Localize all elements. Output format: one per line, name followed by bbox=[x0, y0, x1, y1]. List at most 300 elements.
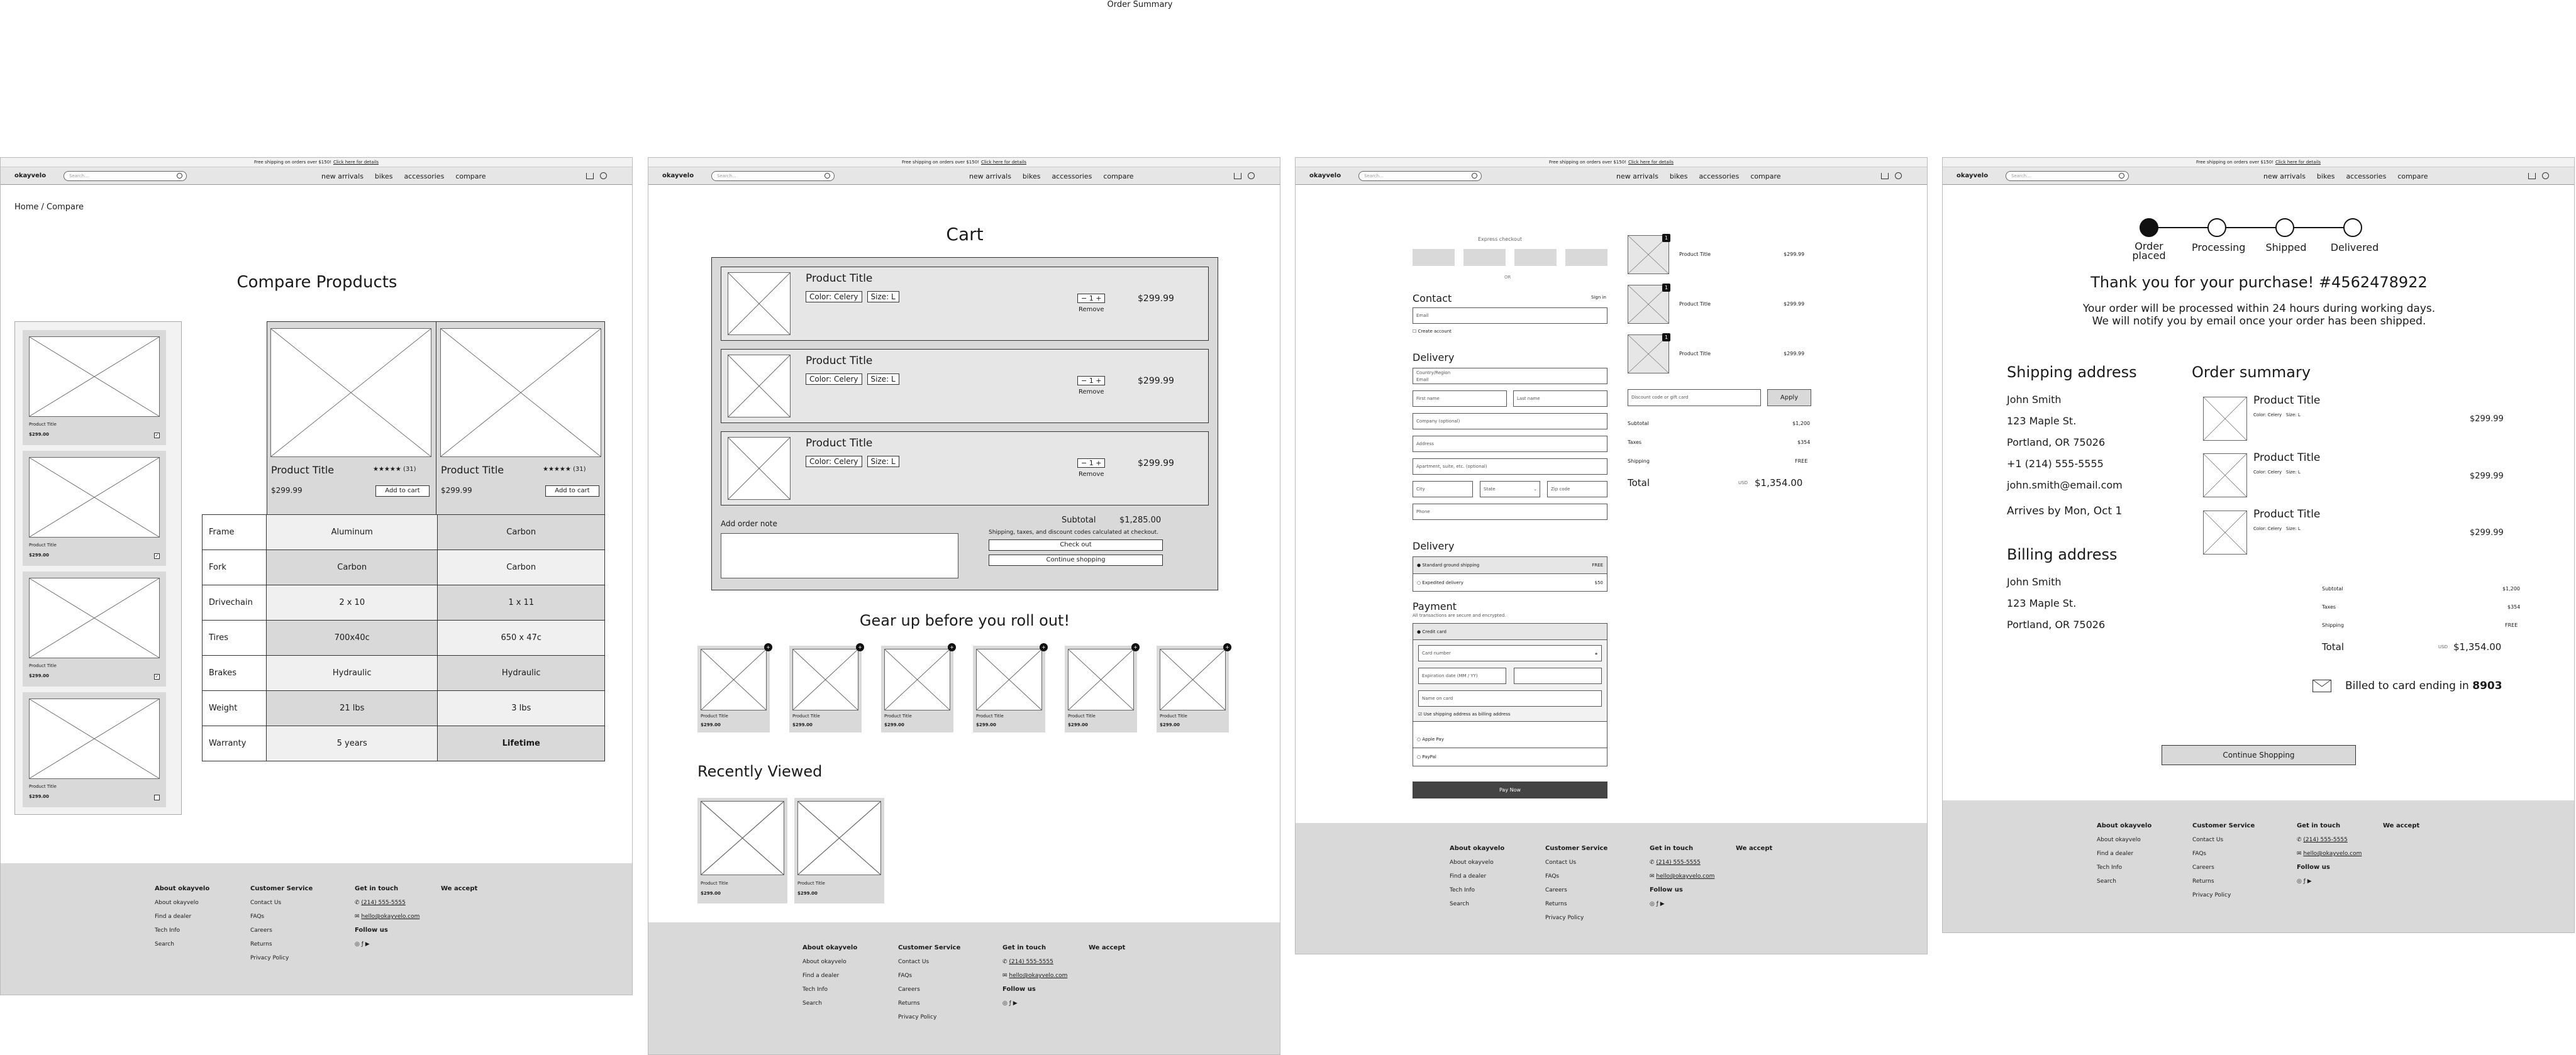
phone-icon: ✆ bbox=[2297, 837, 2304, 843]
cell: Aluminum bbox=[267, 515, 438, 550]
footer-service bbox=[250, 882, 313, 965]
nav-compare[interactable]: compare bbox=[1750, 172, 1781, 180]
footer-heading: Customer Service bbox=[2192, 822, 2255, 829]
item-size: Size: L bbox=[2285, 526, 2301, 531]
confirmation-message bbox=[1943, 302, 2575, 328]
social-icons[interactable]: ◎ ƒ ▶ bbox=[355, 941, 370, 947]
table-row bbox=[203, 515, 605, 550]
product-image bbox=[2203, 511, 2247, 555]
footer-link[interactable]: Tech Info bbox=[155, 927, 180, 934]
size-select[interactable]: Size: L bbox=[867, 291, 899, 302]
mail-icon: ✉ bbox=[2297, 851, 2304, 857]
cell: 5 years bbox=[267, 726, 438, 761]
message-line: Your order will be processed within 24 hours during working days. bbox=[2082, 302, 2436, 315]
product-image bbox=[728, 355, 791, 417]
row-label: Fork bbox=[203, 550, 267, 585]
nav-links bbox=[321, 172, 497, 180]
footer-link[interactable]: FAQs bbox=[2192, 851, 2207, 857]
phone-field[interactable]: Phone bbox=[1413, 504, 1607, 520]
nav-links bbox=[1616, 172, 1792, 180]
footer-link[interactable]: Careers bbox=[898, 986, 920, 993]
cart-icon[interactable] bbox=[586, 173, 594, 179]
footer-heading: About okayvelo bbox=[1450, 845, 1505, 852]
item-title: Product Title bbox=[1679, 301, 1711, 307]
cart-icon[interactable] bbox=[2528, 173, 2536, 179]
subtotal-value: $1,200 bbox=[2502, 586, 2520, 592]
side-card[interactable] bbox=[23, 692, 166, 807]
pay-now-button[interactable]: Pay Now bbox=[1413, 782, 1607, 798]
compare-checkbox[interactable] bbox=[154, 795, 160, 800]
item-title: Product Title bbox=[2253, 394, 2321, 407]
logo[interactable]: okayvelo bbox=[1957, 172, 1989, 179]
payment-option[interactable]: ○ PayPal bbox=[1417, 754, 1436, 759]
account-icon[interactable] bbox=[600, 172, 607, 179]
apply-button[interactable]: Apply bbox=[1767, 389, 1811, 406]
nav-links bbox=[2263, 172, 2440, 180]
apartment-field[interactable]: Apartment, suite, etc. (optional) bbox=[1413, 458, 1607, 475]
product-title[interactable]: Product Title bbox=[806, 272, 873, 285]
footer-link[interactable]: Find a dealer bbox=[155, 914, 192, 920]
footer-link[interactable]: Contact Us bbox=[1545, 859, 1577, 866]
nav-bikes[interactable]: bikes bbox=[374, 172, 393, 180]
shipping-option[interactable]: ● Standard ground shipping FREE bbox=[1413, 557, 1607, 574]
footer-about bbox=[802, 941, 857, 1010]
express-pay-button[interactable] bbox=[1463, 249, 1506, 266]
footer-link[interactable]: About okayvelo bbox=[802, 959, 847, 965]
gear-card[interactable] bbox=[1065, 646, 1137, 732]
recent-price: $299.00 bbox=[701, 891, 721, 896]
footer-link[interactable]: Search bbox=[802, 1000, 822, 1007]
product-image bbox=[29, 457, 160, 538]
product-title[interactable]: Product Title bbox=[806, 437, 873, 450]
phone-icon: ✆ bbox=[355, 900, 362, 906]
footer-heading: We accept bbox=[441, 885, 478, 892]
email-field[interactable]: Email bbox=[1413, 307, 1607, 324]
confirmation-page bbox=[1942, 157, 2575, 933]
footer-link[interactable]: FAQs bbox=[898, 973, 913, 979]
first-name-field[interactable]: First name bbox=[1413, 390, 1507, 407]
shipping-value: FREE bbox=[1795, 458, 1808, 464]
search-icon[interactable] bbox=[824, 173, 830, 179]
express-pay-button[interactable] bbox=[1565, 249, 1607, 266]
progress-line bbox=[2148, 227, 2352, 228]
payment-options bbox=[1413, 623, 1607, 766]
card-number-field[interactable] bbox=[1418, 645, 1602, 661]
ship-price: $50 bbox=[1594, 580, 1603, 585]
cvv-field[interactable] bbox=[1514, 668, 1602, 684]
footer-link[interactable]: Find a dealer bbox=[2097, 851, 2134, 857]
social-icons[interactable]: ◎ ƒ ▶ bbox=[2297, 878, 2312, 885]
footer-email[interactable]: hello@okayvelo.com bbox=[2303, 851, 2362, 857]
search-input[interactable] bbox=[711, 171, 835, 181]
zip-field[interactable]: Zip code bbox=[1547, 481, 1607, 497]
logo[interactable]: okayvelo bbox=[1309, 172, 1341, 179]
recent-title: Product Title bbox=[797, 881, 825, 886]
product-image bbox=[792, 649, 858, 710]
order-note-field[interactable] bbox=[721, 533, 958, 578]
row-label: Frame bbox=[203, 515, 267, 550]
table-row bbox=[203, 656, 605, 691]
section-title: Delivery bbox=[1413, 540, 1455, 552]
footer-link[interactable]: Tech Info bbox=[2097, 864, 2123, 871]
expiry-field[interactable]: Expiration date (MM / YY) bbox=[1418, 668, 1506, 684]
page-title: Cart bbox=[946, 224, 984, 245]
billing-same-label: Use shipping address as billing address bbox=[1423, 712, 1511, 717]
recent-card[interactable] bbox=[794, 798, 884, 903]
footer-heading: About okayvelo bbox=[802, 944, 858, 951]
page-title: Compare Propducts bbox=[236, 273, 397, 292]
nav-bikes[interactable]: bikes bbox=[2316, 172, 2335, 180]
footer-accept bbox=[1736, 842, 1772, 856]
address-line: 123 Maple St. bbox=[2007, 415, 2077, 427]
cell: Hydraulic bbox=[438, 656, 605, 691]
signin-link[interactable]: Sign in bbox=[1591, 295, 1606, 300]
continue-shopping-button[interactable]: Continue Shopping bbox=[2162, 745, 2356, 765]
search-placeholder: Search... bbox=[69, 174, 89, 179]
nav-new-arrivals[interactable]: new arrivals bbox=[1616, 172, 1658, 180]
promo-link[interactable]: Click here for details bbox=[2275, 160, 2321, 165]
payment-label: Credit card bbox=[1422, 629, 1446, 634]
thank-you-heading: Thank you for your purchase! #4562478922 bbox=[2090, 273, 2428, 291]
footer-link[interactable]: Tech Info bbox=[1450, 887, 1475, 893]
add-to-cart-button[interactable]: Add to cart bbox=[545, 485, 599, 497]
footer-contact bbox=[355, 882, 419, 951]
footer-link[interactable]: Search bbox=[1450, 901, 1469, 907]
account-icon[interactable] bbox=[2542, 172, 2549, 179]
gear-price: $299.00 bbox=[792, 722, 813, 727]
search-input[interactable] bbox=[1358, 171, 1482, 181]
cart-item bbox=[721, 267, 1209, 341]
express-pay-button[interactable] bbox=[1413, 249, 1455, 266]
step-label: Shipped bbox=[2265, 241, 2307, 253]
footer-accept bbox=[441, 882, 477, 896]
footer-contact bbox=[1650, 842, 1714, 911]
size-select[interactable]: Size: L bbox=[867, 373, 899, 385]
nav-compare[interactable]: compare bbox=[455, 172, 486, 180]
quantity-stepper[interactable]: − 1 + bbox=[1077, 458, 1105, 468]
payment-note: All transactions are secure and encrypted. bbox=[1413, 613, 1506, 618]
state-value: State bbox=[1484, 487, 1496, 492]
footer-contact bbox=[1002, 941, 1067, 1010]
footer-email[interactable]: hello@okayvelo.com bbox=[361, 914, 420, 920]
company-field[interactable]: Company (optional) bbox=[1413, 413, 1607, 429]
search-placeholder: Search... bbox=[717, 174, 736, 179]
remove-link[interactable]: Remove bbox=[1079, 389, 1104, 395]
footer-link[interactable]: Returns bbox=[2192, 878, 2214, 885]
table-row bbox=[203, 621, 605, 656]
gear-card[interactable] bbox=[1157, 646, 1229, 732]
side-card[interactable] bbox=[23, 451, 166, 566]
shipping-label: Shipping bbox=[1628, 458, 1650, 464]
lock-icon: 🔒︎ bbox=[1595, 651, 1597, 656]
top-nav bbox=[648, 167, 1280, 185]
subtotal-value: $1,285.00 bbox=[1119, 516, 1162, 525]
footer-link[interactable]: Tech Info bbox=[802, 986, 828, 993]
footer-link[interactable]: Privacy Policy bbox=[898, 1014, 937, 1020]
footer-link[interactable]: Privacy Policy bbox=[2192, 892, 2231, 898]
promo-link[interactable]: Click here for details bbox=[1628, 160, 1674, 165]
product-title[interactable]: Product Title bbox=[441, 464, 504, 476]
side-title: Product Title bbox=[29, 784, 57, 789]
footer-email[interactable]: hello@okayvelo.com bbox=[1009, 973, 1068, 979]
footer-link[interactable]: Contact Us bbox=[898, 959, 930, 965]
nav-accessories[interactable]: accessories bbox=[2346, 172, 2387, 180]
account-icon[interactable] bbox=[1895, 172, 1902, 179]
add-icon[interactable]: + bbox=[1223, 643, 1231, 651]
gear-title: Product Title bbox=[1068, 714, 1096, 719]
cell: Carbon bbox=[438, 515, 605, 550]
footer-email[interactable]: hello@okayvelo.com bbox=[1656, 873, 1715, 880]
address-line: Portland, OR 75026 bbox=[2007, 619, 2106, 631]
footer-link[interactable]: Find a dealer bbox=[802, 973, 840, 979]
taxes-label: Taxes bbox=[2322, 604, 2336, 610]
footer-link[interactable]: About okayvelo bbox=[155, 900, 199, 906]
product-image bbox=[440, 328, 601, 457]
product-image bbox=[884, 649, 950, 710]
footer-link[interactable]: Privacy Policy bbox=[1545, 915, 1584, 921]
cart-panel bbox=[711, 257, 1218, 590]
remove-link[interactable]: Remove bbox=[1079, 306, 1104, 313]
nav-accessories[interactable]: accessories bbox=[1052, 172, 1092, 180]
footer-link[interactable]: FAQs bbox=[1545, 873, 1560, 880]
compare-checkbox[interactable]: ✓ bbox=[155, 433, 159, 438]
promo-bar bbox=[1943, 158, 2574, 167]
footer-link[interactable]: Returns bbox=[898, 1000, 920, 1007]
promo-link[interactable]: Click here for details bbox=[333, 160, 379, 165]
nav-bikes[interactable]: bikes bbox=[1669, 172, 1688, 180]
product-image bbox=[2203, 397, 2247, 441]
step-label: Processing bbox=[2192, 241, 2246, 253]
product-image bbox=[1160, 649, 1226, 710]
qty: 1 bbox=[1089, 377, 1094, 385]
quantity-stepper[interactable]: − 1 + bbox=[1077, 294, 1105, 303]
nav-accessories[interactable]: accessories bbox=[1699, 172, 1740, 180]
product-image bbox=[728, 272, 791, 335]
arrival-date: Arrives by Mon, Oct 1 bbox=[2007, 505, 2123, 517]
footer-phone[interactable]: (214) 555-5555 bbox=[361, 900, 406, 906]
social-icons[interactable]: ◎ ƒ ▶ bbox=[1650, 901, 1665, 907]
address-line: 123 Maple St. bbox=[2007, 597, 2077, 609]
currency: USD bbox=[1738, 480, 1748, 485]
city-field[interactable]: City bbox=[1413, 481, 1473, 497]
billing-address-title: Billing address bbox=[2007, 546, 2118, 563]
add-icon[interactable]: + bbox=[1131, 643, 1140, 651]
compare-checkbox[interactable]: ✓ bbox=[155, 553, 159, 558]
footer-heading: Follow us bbox=[1002, 986, 1036, 993]
address-line: Portland, OR 75026 bbox=[2007, 436, 2106, 448]
last-name-field[interactable]: Last name bbox=[1513, 390, 1607, 407]
section-title: Payment bbox=[1413, 600, 1457, 612]
footer bbox=[648, 922, 1280, 1055]
address-field[interactable]: Address bbox=[1413, 436, 1607, 452]
billing-same-checkbox[interactable]: ☑ Use shipping address as billing address bbox=[1418, 712, 1511, 717]
footer-heading: About okayvelo bbox=[155, 885, 210, 892]
subtotal-label: Subtotal bbox=[1062, 516, 1096, 525]
search-icon[interactable] bbox=[1472, 173, 1477, 179]
nav-new-arrivals[interactable]: new arrivals bbox=[321, 172, 364, 180]
nav-bikes[interactable]: bikes bbox=[1022, 172, 1041, 180]
gear-card[interactable] bbox=[789, 646, 862, 732]
footer-link[interactable]: Careers bbox=[2192, 864, 2214, 871]
footer-link[interactable]: About okayvelo bbox=[2097, 837, 2141, 843]
search-icon[interactable] bbox=[177, 173, 182, 179]
create-account-checkbox[interactable]: ☐ Create account bbox=[1413, 329, 1452, 334]
product-title[interactable]: Product Title bbox=[806, 355, 873, 367]
step-delivered bbox=[2343, 218, 2362, 237]
footer-link[interactable]: About okayvelo bbox=[1450, 859, 1494, 866]
search-input[interactable] bbox=[2006, 171, 2129, 181]
shipping-option[interactable]: ○ Expedited delivery $50 bbox=[1413, 575, 1607, 592]
nav-accessories[interactable]: accessories bbox=[404, 172, 445, 180]
quantity-stepper[interactable]: − 1 + bbox=[1077, 376, 1105, 385]
remove-link[interactable]: Remove bbox=[1079, 471, 1104, 478]
gear-title: Product Title bbox=[701, 714, 728, 719]
product-image bbox=[797, 801, 881, 875]
footer-link[interactable]: Returns bbox=[1545, 901, 1567, 907]
add-icon[interactable]: + bbox=[764, 643, 772, 651]
shipping-options bbox=[1413, 556, 1607, 592]
phone-icon: ✆ bbox=[1002, 959, 1009, 965]
product-image bbox=[2203, 453, 2247, 497]
gear-title: Product Title bbox=[976, 714, 1004, 719]
nav-new-arrivals[interactable]: new arrivals bbox=[2263, 172, 2306, 180]
mail-icon: ✉ bbox=[355, 914, 362, 920]
promo-text: Free shipping on orders over $150! bbox=[253, 160, 331, 165]
add-to-cart-button[interactable]: Add to cart bbox=[375, 485, 430, 497]
state-select[interactable] bbox=[1480, 481, 1540, 497]
compare-checkbox[interactable]: ✓ bbox=[155, 674, 159, 679]
order-note-label: Add order note bbox=[721, 519, 777, 528]
payment-option[interactable]: ○ Apple Pay bbox=[1413, 731, 1607, 748]
step-order-placed bbox=[2140, 218, 2158, 237]
footer-heading: About okayvelo bbox=[2097, 822, 2152, 829]
billed-text: Billed to card ending in bbox=[2345, 680, 2469, 692]
section-title: Delivery bbox=[1413, 351, 1455, 363]
continue-shopping-button[interactable]: Continue shopping bbox=[989, 555, 1163, 566]
compare-products bbox=[267, 321, 605, 515]
product-image bbox=[701, 801, 784, 875]
table-row bbox=[203, 585, 605, 621]
footer-link[interactable]: Search bbox=[2097, 878, 2116, 885]
nav-compare[interactable]: compare bbox=[1103, 172, 1134, 180]
product-price: $299.99 bbox=[441, 486, 472, 495]
nav-new-arrivals[interactable]: new arrivals bbox=[969, 172, 1011, 180]
search-input[interactable] bbox=[64, 171, 187, 181]
product-title[interactable]: Product Title bbox=[271, 464, 335, 476]
footer-heading: Customer Service bbox=[898, 944, 961, 951]
gear-card[interactable] bbox=[973, 646, 1045, 732]
add-icon[interactable]: + bbox=[1040, 643, 1048, 651]
table-row bbox=[203, 726, 605, 761]
top-nav bbox=[1296, 167, 1927, 185]
shipping-address bbox=[2007, 389, 2123, 496]
social-icons[interactable]: ◎ ƒ ▶ bbox=[1002, 1000, 1018, 1007]
product-image bbox=[29, 699, 160, 779]
footer-link[interactable]: Find a dealer bbox=[1450, 873, 1487, 880]
total-value: $1,354.00 bbox=[1755, 477, 1803, 489]
color-select[interactable]: Color: Celery bbox=[806, 456, 862, 467]
country-select[interactable] bbox=[1413, 368, 1607, 384]
card-number-placeholder: Card number bbox=[1422, 651, 1451, 656]
item-price: $299.99 bbox=[1138, 376, 1174, 386]
qty: 1 bbox=[1089, 459, 1094, 467]
payment-option[interactable]: ● Credit card bbox=[1413, 624, 1607, 640]
section-title: Gear up before you roll out! bbox=[859, 612, 1070, 629]
name-on-card-field[interactable]: Name on card bbox=[1418, 690, 1602, 707]
footer-phone[interactable]: (214) 555-5555 bbox=[2303, 837, 2348, 843]
footer-link[interactable]: Search bbox=[155, 941, 174, 947]
phone-icon: ✆ bbox=[1650, 859, 1657, 866]
product-image bbox=[29, 578, 160, 658]
item-price: $299.99 bbox=[1784, 351, 1805, 356]
rating: ★★★★★ (31) bbox=[543, 466, 586, 473]
footer-link[interactable]: Careers bbox=[1545, 887, 1567, 893]
account-icon[interactable] bbox=[1248, 172, 1255, 179]
footer-heading: We accept bbox=[1736, 845, 1773, 852]
checkout-button[interactable]: Check out bbox=[989, 539, 1163, 551]
footer-service bbox=[1545, 842, 1607, 925]
step-shipped bbox=[2275, 218, 2294, 237]
gear-card[interactable] bbox=[697, 646, 770, 732]
footer-link[interactable]: Contact Us bbox=[250, 900, 282, 906]
side-card[interactable] bbox=[23, 330, 166, 445]
gear-card[interactable] bbox=[881, 646, 953, 732]
billed-to bbox=[2345, 680, 2502, 692]
cart-icon[interactable] bbox=[1234, 173, 1241, 179]
side-card[interactable] bbox=[23, 572, 166, 687]
footer-service bbox=[898, 941, 960, 1024]
logo[interactable]: okayvelo bbox=[14, 172, 47, 179]
product-image bbox=[29, 336, 160, 417]
rating-count: (31) bbox=[403, 466, 416, 473]
side-title: Product Title bbox=[29, 422, 57, 427]
footer bbox=[1943, 800, 2574, 933]
breadcrumb[interactable]: Home / Compare bbox=[14, 202, 84, 212]
footer-about bbox=[155, 882, 209, 951]
footer-link[interactable]: Returns bbox=[250, 941, 272, 947]
footer-accept bbox=[2383, 819, 2419, 833]
payment-label: Apple Pay bbox=[1422, 737, 1444, 742]
footer-phone[interactable]: (214) 555-5555 bbox=[1656, 859, 1701, 866]
search-icon[interactable] bbox=[2119, 173, 2124, 179]
footer-link[interactable]: Careers bbox=[250, 927, 272, 934]
size-select[interactable]: Size: L bbox=[867, 456, 899, 467]
discount-field[interactable]: Discount code or gift card bbox=[1628, 389, 1761, 406]
add-icon[interactable]: + bbox=[856, 643, 864, 651]
color-select[interactable]: Color: Celery bbox=[806, 373, 862, 385]
promo-link[interactable]: Click here for details bbox=[980, 160, 1027, 165]
qty: 1 bbox=[1089, 294, 1094, 302]
cart-icon[interactable] bbox=[1881, 173, 1889, 179]
add-icon[interactable]: + bbox=[948, 643, 956, 651]
recent-card[interactable] bbox=[697, 798, 787, 903]
product-image bbox=[1628, 235, 1669, 274]
cell: 21 lbs bbox=[267, 691, 438, 726]
logo[interactable]: okayvelo bbox=[662, 172, 694, 179]
side-price: $299.00 bbox=[29, 432, 49, 437]
footer-link[interactable]: Privacy Policy bbox=[250, 955, 289, 961]
footer-link[interactable]: Contact Us bbox=[2192, 837, 2224, 843]
express-pay-button[interactable] bbox=[1514, 249, 1557, 266]
nav-compare[interactable]: compare bbox=[2397, 172, 2428, 180]
footer-about bbox=[2097, 819, 2151, 888]
color-select[interactable]: Color: Celery bbox=[806, 291, 862, 302]
footer-link[interactable]: FAQs bbox=[250, 914, 265, 920]
footer-phone[interactable]: (214) 555-5555 bbox=[1009, 959, 1053, 965]
product-image bbox=[701, 649, 767, 710]
item-color: Color: Celery bbox=[2253, 412, 2282, 417]
card-icon bbox=[2312, 680, 2331, 692]
